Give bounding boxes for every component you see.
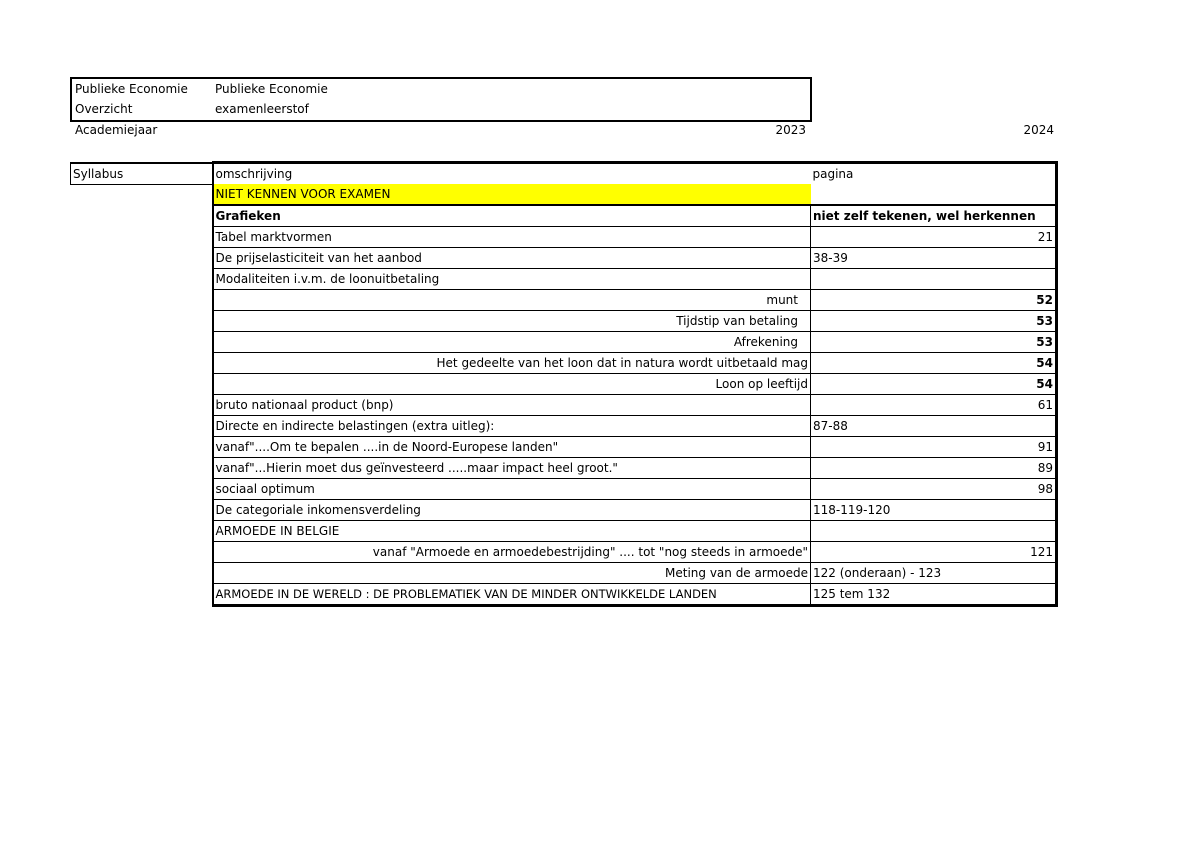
row-description: munt xyxy=(213,290,811,311)
row-page xyxy=(811,269,1057,290)
row-page: 87-88 xyxy=(811,416,1057,437)
table-row xyxy=(71,542,1057,563)
table-row xyxy=(71,416,1057,437)
row-page: 121 xyxy=(811,542,1057,563)
table-row xyxy=(71,269,1057,290)
overview-value: examenleerstof xyxy=(215,102,309,116)
table-row xyxy=(71,584,1057,606)
table-row xyxy=(71,248,1057,269)
row-page: 122 (onderaan) - 123 xyxy=(811,563,1057,584)
row-description: Tijdstip van betaling xyxy=(213,311,811,332)
row-page: niet zelf tekenen, wel herkennen xyxy=(811,205,1057,227)
row-page: 21 xyxy=(811,227,1057,248)
row-page: 54 xyxy=(811,374,1057,395)
row-description: Grafieken xyxy=(213,205,811,227)
course-name-value: Publieke Economie xyxy=(215,82,328,96)
row-description: Meting van de armoede xyxy=(213,563,811,584)
row-description: De categoriale inkomensverdeling xyxy=(213,500,811,521)
row-description: ARMOEDE IN BELGIE xyxy=(213,521,811,542)
column-header-page: pagina xyxy=(811,163,1057,185)
row-description: vanaf "Armoede en armoedebestrijding" .... tot "nog steeds in armoede" xyxy=(213,542,811,563)
table-header-row xyxy=(71,163,1057,185)
table-row xyxy=(71,332,1057,353)
academic-year-label: Academiejaar xyxy=(75,123,158,137)
row-page: 89 xyxy=(811,458,1057,479)
table-row xyxy=(71,374,1057,395)
row-description: Modaliteiten i.v.m. de loonuitbetaling xyxy=(213,269,811,290)
row-description: Het gedeelte van het loon dat in natura wordt uitbetaald mag xyxy=(213,353,811,374)
syllabus-table xyxy=(70,161,1058,607)
table-row xyxy=(71,227,1057,248)
table-row xyxy=(71,500,1057,521)
row-page: 61 xyxy=(811,395,1057,416)
row-page: 38-39 xyxy=(811,248,1057,269)
table-row xyxy=(71,205,1057,227)
row-description: vanaf"...Hierin moet dus geïnvesteerd .....maar impact heel groot." xyxy=(213,458,811,479)
row-page: 54 xyxy=(811,353,1057,374)
table-row xyxy=(71,395,1057,416)
table-row xyxy=(71,311,1057,332)
row-description: Directe en indirecte belastingen (extra uitleg): xyxy=(213,416,811,437)
table-row xyxy=(71,290,1057,311)
not-for-exam-banner: NIET KENNEN VOOR EXAMEN xyxy=(213,184,811,205)
row-description: Tabel marktvormen xyxy=(213,227,811,248)
not-for-exam-row xyxy=(71,184,1057,205)
row-page: 53 xyxy=(811,311,1057,332)
row-description: De prijselasticiteit van het aanbod xyxy=(213,248,811,269)
row-page: 52 xyxy=(811,290,1057,311)
row-page: 118-119-120 xyxy=(811,500,1057,521)
syllabus-label: Syllabus xyxy=(71,163,213,185)
row-description: ARMOEDE IN DE WERELD : DE PROBLEMATIEK VAN DE MINDER ONTWIKKELDE LANDEN xyxy=(213,584,811,606)
table-row xyxy=(71,353,1057,374)
row-description: bruto nationaal product (bnp) xyxy=(213,395,811,416)
table-row xyxy=(71,563,1057,584)
row-page: 53 xyxy=(811,332,1057,353)
academic-year-start: 2023 xyxy=(775,123,806,137)
row-page xyxy=(811,521,1057,542)
row-description: Afrekening xyxy=(213,332,811,353)
academic-year-end: 2024 xyxy=(1023,123,1054,137)
column-header-description: omschrijving xyxy=(213,163,811,185)
row-description: sociaal optimum xyxy=(213,479,811,500)
overview-label: Overzicht xyxy=(75,102,133,116)
row-description: Loon op leeftijd xyxy=(213,374,811,395)
row-description: vanaf"....Om te bepalen ....in de Noord-Europese landen" xyxy=(213,437,811,458)
row-page: 98 xyxy=(811,479,1057,500)
table-row xyxy=(71,437,1057,458)
table-row xyxy=(71,479,1057,500)
table-row xyxy=(71,521,1057,542)
course-name-label: Publieke Economie xyxy=(75,82,188,96)
row-page: 125 tem 132 xyxy=(811,584,1057,606)
row-page: 91 xyxy=(811,437,1057,458)
table-row xyxy=(71,458,1057,479)
course-header-box xyxy=(70,77,812,122)
